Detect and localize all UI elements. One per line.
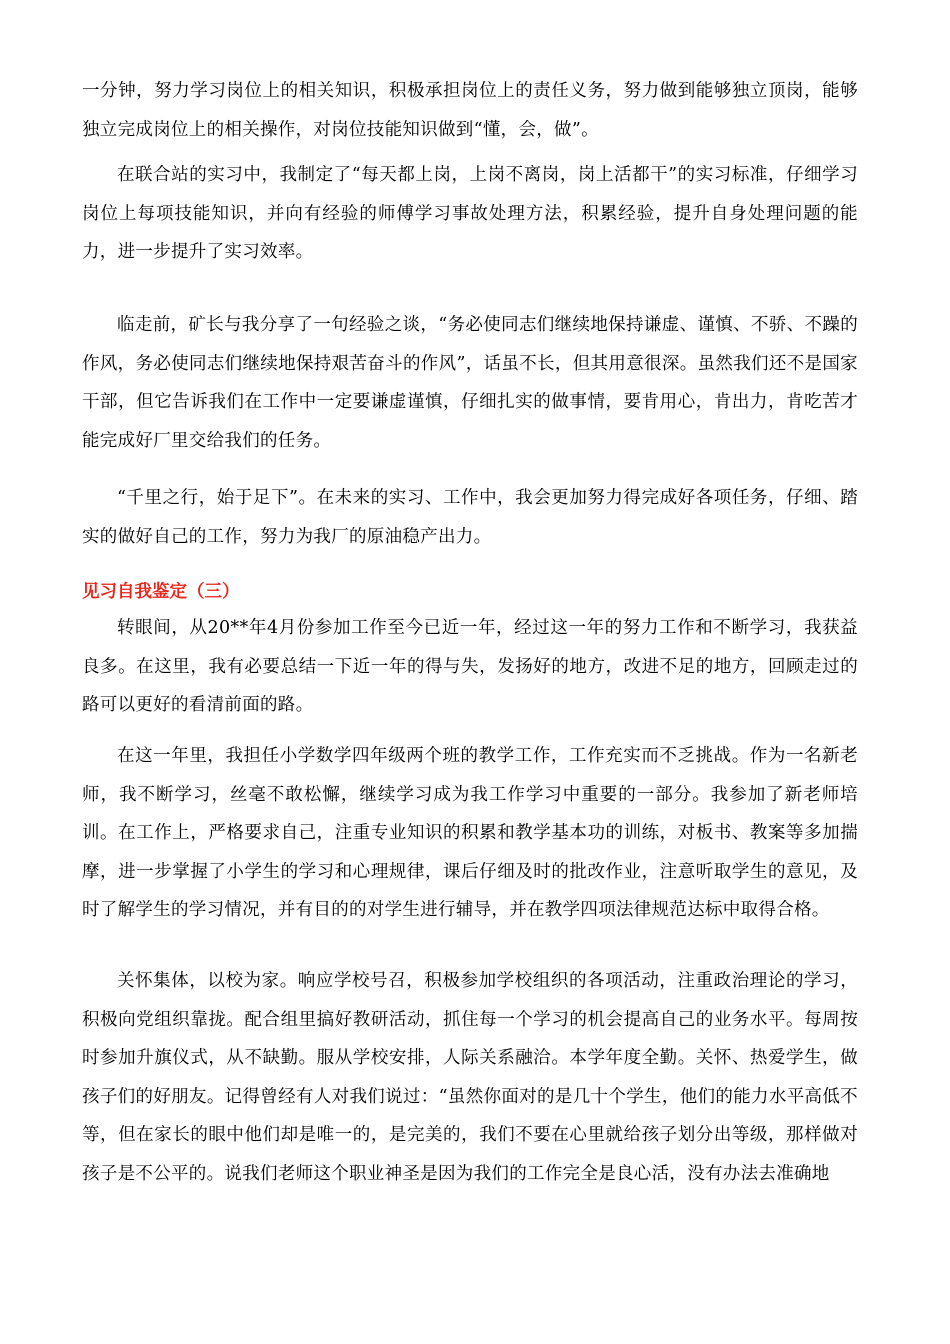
paragraph-continued: 一分钟，努力学习岗位上的相关知识，积极承担岗位上的责任义务，努力做到能够独立顶岗，能够独立完成岗位上的相关操作，对岗位技能知识做到“懂，会，做”。 [82, 81, 858, 140]
paragraph: 在这一年里，我担任小学数学四年级两个班的教学工作，工作充实而不乏挑战。作为一名新老师，我不断学习，丝毫不敢松懈，继续学习成为我工作学习中重要的一部分。我参加了新老师培训。在工作上，严格要求自己，注重专业知识的积累和教学基本功的训练，对板书、教案等多加揣摩，进一步掌握了小学生的学习和心理规律，课后仔细及时的批改作业，注意听取学生的意见，及时了解学生的学习情况，并有目的的对学生进行辅导，并在教学四项法律规范达标中取得合格。 [82, 746, 858, 920]
paragraph: 在联合站的实习中，我制定了“每天都上岗，上岗不离岗，岗上活都干”的实习标准，仔细学习岗位上每项技能知识，并向有经验的师傅学习事故处理方法，积累经验，提升自身处理问题的能力，进一步提升了实习效率。 [82, 165, 858, 262]
paragraph: “千里之行，始于足下”。在未来的实习、工作中，我会更加努力得完成好各项任务，仔细、踏实的做好自己的工作，努力为我厂的原油稳产出力。 [82, 488, 858, 547]
paragraph: 临走前，矿长与我分享了一句经验之谈，“务必使同志们继续地保持谦虚、谨慎、不骄、不躁的作风，务必使同志们继续地保持艰苦奋斗的作风”，话虽不长，但其用意很深。虽然我们还不是国家干部，但它告诉我们在工作中一定要谦虚谨慎，仔细扎实的做事情，要肯用心，肯出力，肯吃苦才能完成好厂里交给我们的任务。 [82, 315, 858, 451]
section-heading: 见习自我鉴定（三） [82, 582, 240, 602]
paragraph: 关怀集体，以校为家。响应学校号召，积极参加学校组织的各项活动，注重政治理论的学习，积极向党组织靠拢。配合组里搞好教研活动，抓住每一个学习的机会提高自己的业务水平。每周按时参加升旗仪式，从不缺勤。服从学校安排，人际关系融洽。本学年度全勤。关怀、热爱学生，做孩子们的好朋友。记得曾经有人对我们说过：“虽然你面对的是几十个学生，他们的能力水平高低不等，但在家长的眼中他们却是唯一的，是完美的，我们不要在心里就给孩子划分出等级，那样做对孩子是不公平的。说我们老师这个职业神圣是因为我们的工作完全是良心活，没有办法去准确地 [82, 971, 858, 1184]
paragraph: 转眼间，从20**年4月份参加工作至今已近一年，经过这一年的努力工作和不断学习，我获益良多。在这里，我有必要总结一下近一年的得与失，发扬好的地方，改进不足的地方，回顾走过的路可以更好的看清前面的路。 [82, 618, 858, 715]
